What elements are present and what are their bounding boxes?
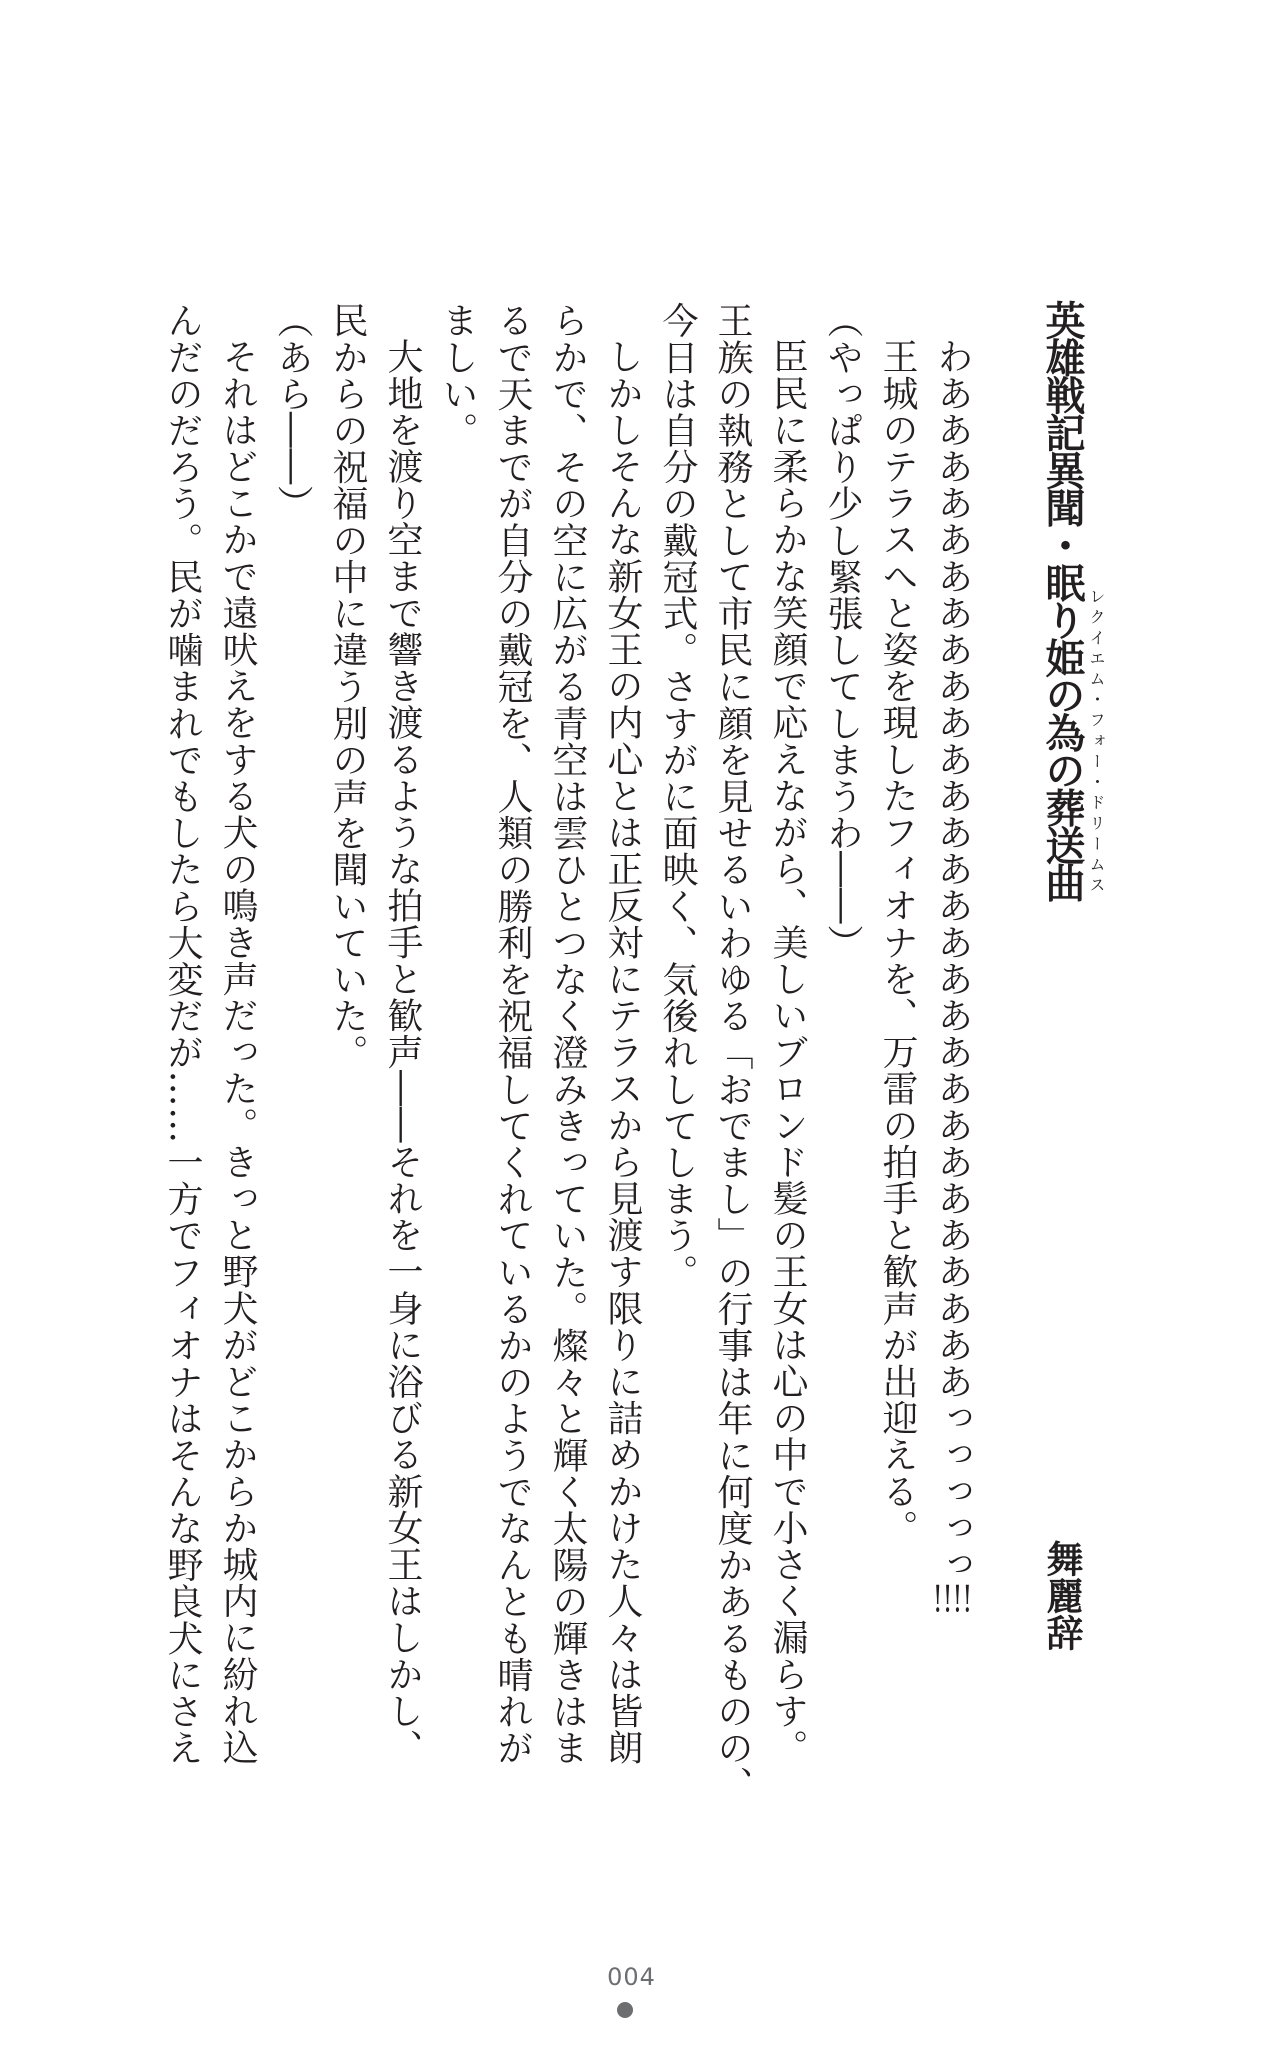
text-line: らかで、その空に広がる青空は雲ひとつなく澄みきっていた。燦々と輝く太陽の輝きはま: [547, 302, 588, 1766]
text-line: 民からの祝福の中に違う別の声を聞いていた。: [327, 302, 368, 1071]
chapter-title: 英雄戦記異聞・眠り姫の為の葬送曲: [1039, 300, 1086, 900]
title-ruby: レクイエム・フォー・ドリームス: [1087, 588, 1106, 897]
text-line: しかしそんな新女王の内心とは正反対にテラスから見渡す限りに詰めかけた人々は皆朗: [602, 338, 643, 1766]
text-line: 王族の執務として市民に顔を見せるいわゆる「おでまし」の行事は年に何度かあるものの、: [712, 302, 753, 1803]
page-number: 004: [607, 1963, 656, 1991]
text-line: [925, 302, 980, 1702]
text-line: それはどこかで遠吠えをする犬の鳴き声だった。きっと野犬がどこからか城内に紛れ込: [217, 338, 258, 1766]
text-line-main: わああああああああああああああああああああああああああああっっっっっ: [932, 338, 973, 1583]
page-dot-icon: [617, 2002, 633, 2018]
author-name: 舞麗辞: [1040, 1540, 1084, 1651]
text-line: 大地を渡り空まで響き渡るような拍手と歓声――それを一身に浴びる新女王はしかし、: [382, 338, 423, 1766]
body-text: [155, 302, 980, 1803]
exclamation-marks: !!!!: [932, 1582, 973, 1619]
text-line: るで天までが自分の戴冠を、人類の勝利を祝福してくれているかのようでなんとも晴れが: [492, 302, 533, 1766]
text-line: （やっぱり少し緊張してしまうわ――）: [822, 302, 863, 961]
text-line: 王城のテラスへと姿を現したフィオナを、万雷の拍手と歓声が出迎える。: [877, 338, 918, 1546]
text-line: んだのだろう。民が噛まれでもしたら大変だが……一方でフィオナはそんな野良犬にさえ: [162, 302, 203, 1766]
text-line: 臣民に柔らかな笑顔で応えながら、美しいブロンド髪の王女は心の中で小さく漏らす。: [767, 338, 808, 1766]
text-line: 今日は自分の戴冠式。さすがに面映く、気後れしてしまう。: [657, 302, 698, 1291]
text-line: （あら――）: [272, 302, 313, 522]
text-line: ましい。: [437, 302, 478, 449]
